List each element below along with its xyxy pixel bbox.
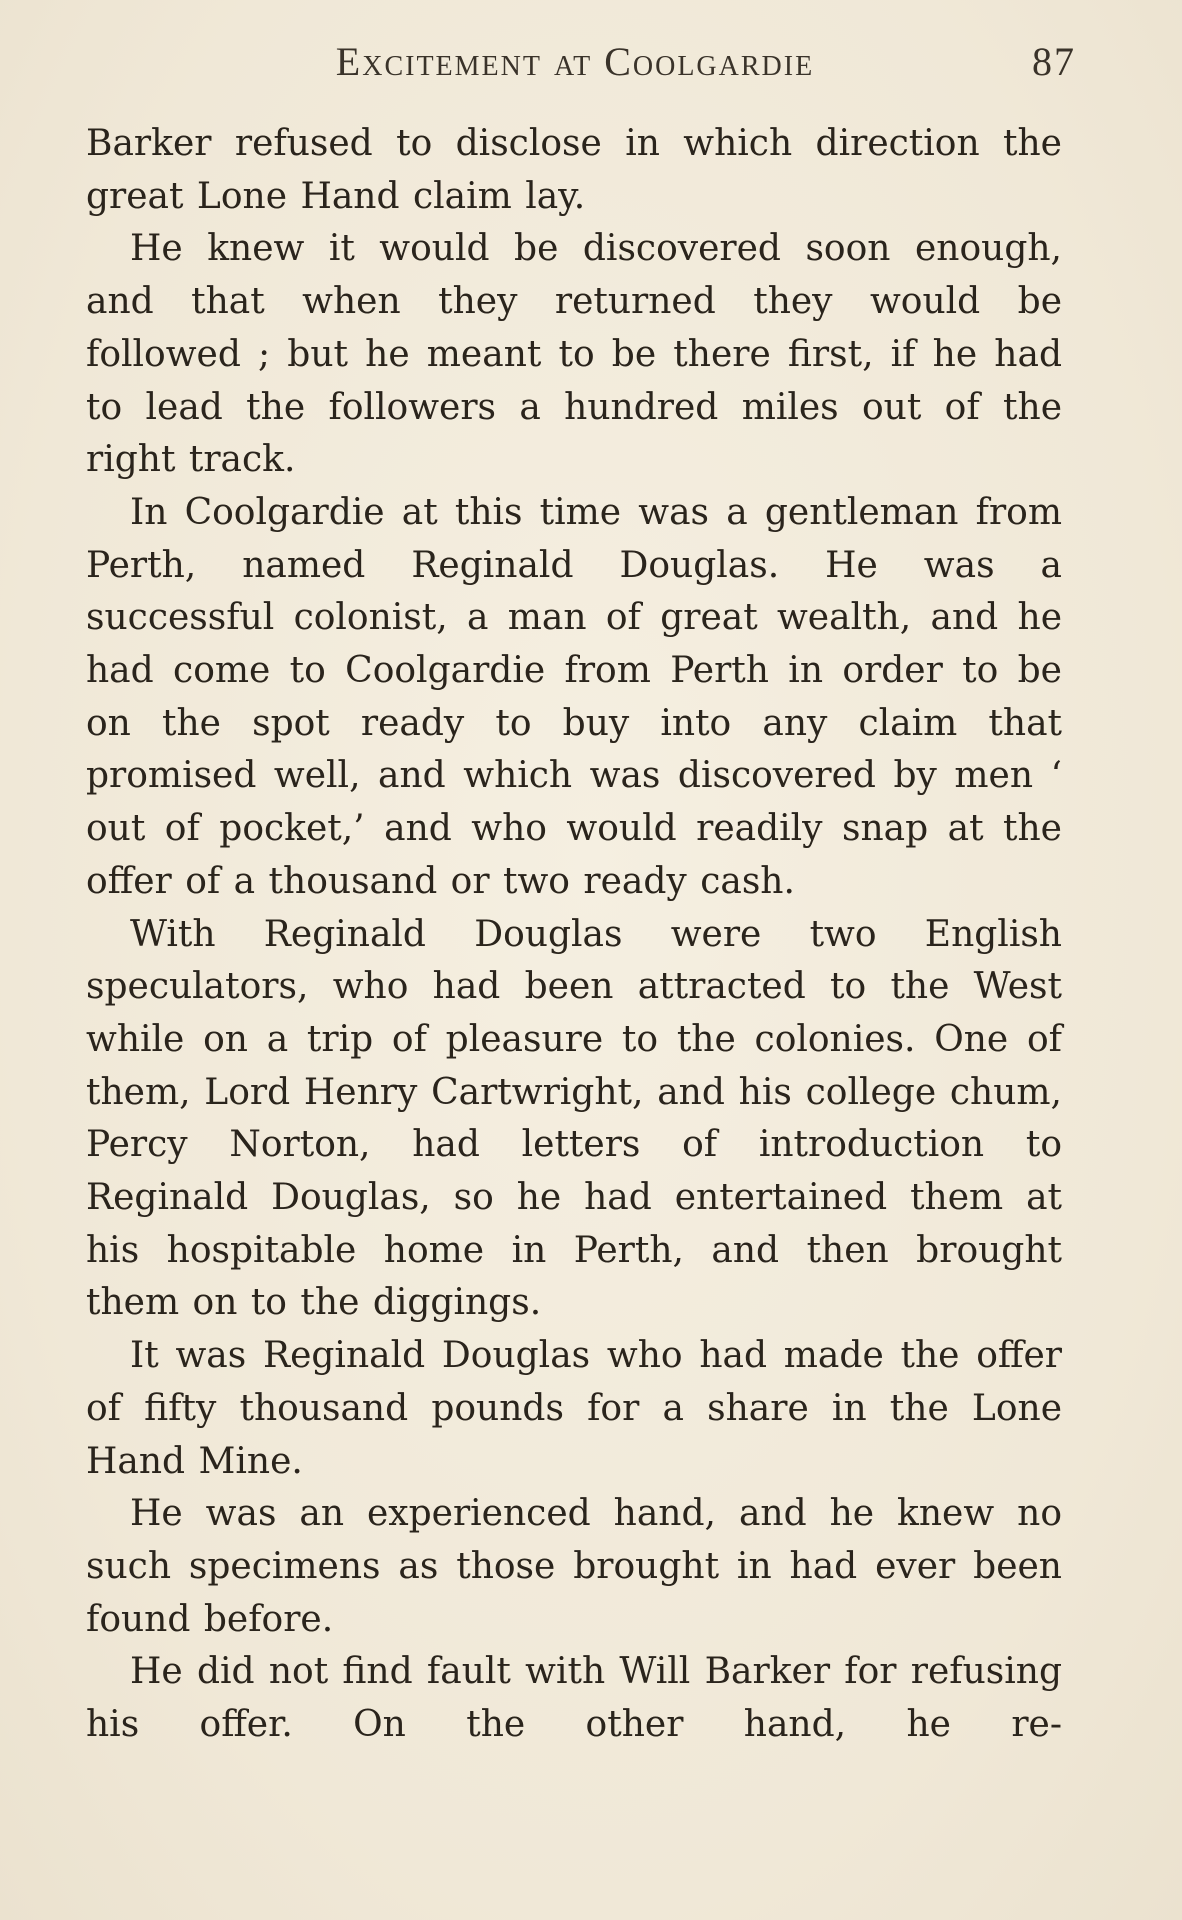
paragraph-3: In Coolgardie at this time was a gentleman from Perth, named Reginald Douglas. He was a successful colonist, a man of great wealth, and he had come to Coolgardie from Perth in order to be on the spot ready to buy into any claim that promised well, and which was discovered by men ‘ out of pocket,’ and who would readily snap at the offer of a thousand or two ready cash. xyxy=(86,491,1062,902)
paragraph-1: Barker refused to disclose in which direction the great Lone Hand claim lay. xyxy=(86,123,1062,217)
paragraph-6: He was an experienced hand, and he knew no such specimens as those brought in had ever been found before. xyxy=(86,1493,1062,1640)
page-number: 87 xyxy=(1032,39,1076,84)
running-head xyxy=(88,38,1076,84)
running-title: Excitement at Coolgardie xyxy=(335,39,815,84)
body-text xyxy=(86,118,1062,1752)
paragraph-7: He did not find fault with Will Barker for refusing his offer. On the other hand, he re- xyxy=(86,1651,1062,1746)
paragraph-4: With Reginald Douglas were two English speculators, who had been attracted to the West while on a trip of pleasure to the colonies. One of them, Lord Henry Cartwright, and his college chum, Percy Norton, had letters of introduction to Reginald Douglas, so he had entertained them at his hospitable home in Perth, and then brought them on to the diggings. xyxy=(86,913,1062,1324)
paragraph-5: It was Reginald Douglas who had made the offer of fifty thousand pounds for a share in the Lone Hand Mine. xyxy=(86,1335,1062,1482)
paragraph-2: He knew it would be discovered soon enough, and that when they returned they would be followed ; but he meant to be there first, if he had to lead the followers a hundred miles out of the right track. xyxy=(86,228,1062,481)
